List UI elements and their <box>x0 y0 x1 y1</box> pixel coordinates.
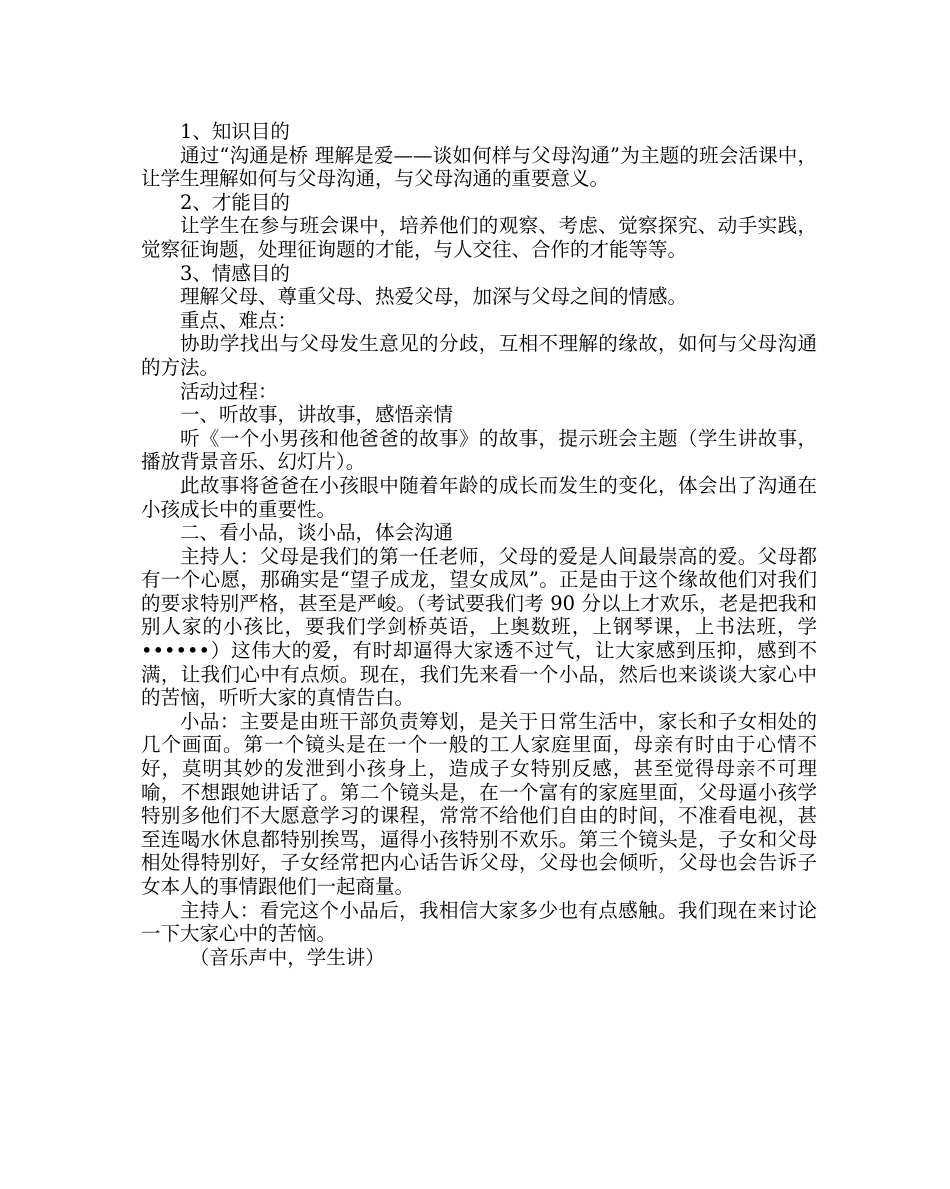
paragraph-host-intro: 主持人：父母是我们的第一任老师，父母的爱是人间最崇高的爱。父母都有一个心愿，那确实是“望子成龙，望女成凤”。正是由于这个缘故他们对我们的要求特别严格，甚至是严峻。（考试要我们考 90 分以上才欢乐，老是把我和别人家的小孩比，要我们学剑桥英语，上奥数班，上钢琴课，上书法班，学••••••）这伟大的爱，有时却逼得大家透不过气，让大家感到压抑，感到不满，让我们心中有点烦。现在，我们先来看一个小品，然后也来谈谈大家心中的苦恼，听听大家的真情告白。 <box>141 544 817 710</box>
paragraph-emotion-goal: 理解父母、尊重父母、热爱父母，加深与父母之间的情感。 <box>180 285 688 309</box>
paragraph-story-meaning: 此故事将爸爸在小孩眼中随着年龄的成长而发生的变化，体会出了沟通在小孩成长中的重要性。 <box>141 473 817 521</box>
heading-section-one: 一、听故事，讲故事，感悟亲情 <box>180 403 454 427</box>
heading-knowledge-goal: 1、知识目的 <box>180 120 290 143</box>
paragraph-students-speak: （音乐声中，学生讲） <box>189 945 385 969</box>
heading-emotion-goal: 3、情感目的 <box>180 261 290 285</box>
paragraph-story: 听《一个小男孩和他爸爸的故事》的故事，提示班会主题（学生讲故事，播放背景音乐、幻灯片）。 <box>141 426 817 474</box>
heading-section-two: 二、看小品，谈小品，体会沟通 <box>180 521 454 545</box>
paragraph-knowledge-goal: 通过“沟通是桥 理解是爱——谈如何样与父母沟通”为主题的班会活课中，让学生理解如何与父母沟通，与父母沟通的重要意义。 <box>141 143 817 191</box>
paragraph-ability-goal: 让学生在参与班会课中，培养他们的观察、考虑、觉察探究、动手实践，觉察征询题，处理征询题的才能，与人交往、合作的才能等等。 <box>141 214 817 261</box>
heading-key-points: 重点、难点： <box>180 308 298 332</box>
heading-ability-goal: 2、才能目的 <box>180 190 290 214</box>
heading-activity-process: 活动过程： <box>180 379 278 403</box>
paragraph-key-points: 协助学找出与父母发生意见的分歧，互相不理解的缘故，如何与父母沟通的方法。 <box>141 332 817 379</box>
paragraph-host-discussion: 主持人：看完这个小品后，我相信大家多少也有点感触。我们现在来讨论一下大家心中的苦恼。 <box>141 898 817 946</box>
document-body <box>141 120 817 969</box>
paragraph-skit: 小品：主要是由班干部负责筹划，是关于日常生活中，家长和子女相处的几个画面。第一个镜头是在一个一般的工人家庭里面，母亲有时由于心情不好，莫明其妙的发泄到小孩身上，造成子女特别反感，甚至觉得母亲不可理喻，不想跟她讲话了。第二个镜头是，在一个富有的家庭里面，父母逼小孩学特别多他们不大愿意学习的课程，常常不给他们自由的时间，不准看电视，甚至连喝水休息都特别挨骂，逼得小孩特别不欢乐。第三个镜头是，子女和父母相处得特别好，子女经常把内心话告诉父母，父母也会倾听，父母也会告诉子女本人的事情跟他们一起商量。 <box>141 709 817 898</box>
